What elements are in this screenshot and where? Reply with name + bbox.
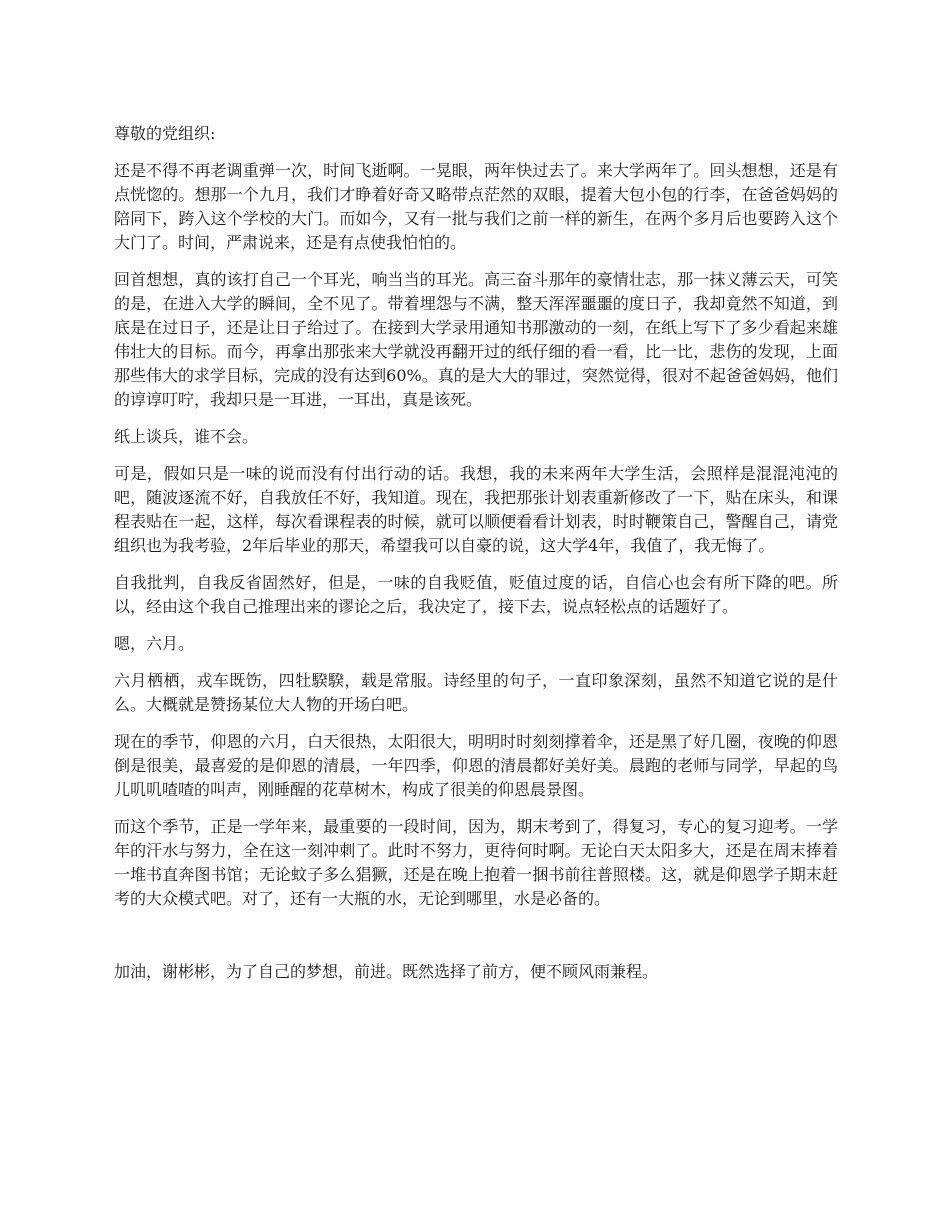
paragraph-1: 还是不得不再老调重弹一次，时间飞逝啊。一晃眼，两年快过去了。来大学两年了。回头想想，还是有点恍惚的。想那一个九月，我们才睁着好奇又略带点茫然的双眼，提着大包小包的行李，在爸爸妈妈的陪同下，跨入这个学校的大门。而如今，又有一批与我们之前一样的新生，在两个多月后也要跨入这个大门了。时间，严肃说来，还是有点使我怕怕的。 — [114, 161, 838, 252]
paragraph-9: 而这个季节，正是一学年来，最重要的一段时间，因为，期末考到了，得复习，专心的复习迎考。一学年的汗水与努力，全在这一刻冲刺了。此时不努力，更待何时啊。无论白天太阳多大，还是在周末捧着一堆书直奔图书馆；无论蚊子多么猖獗，还是在晚上抱着一捆书前往普照楼。这，就是仰恩学子期末赶考的大众模式吧。对了，还有一大瓶的水，无论到哪里，水是必备的。 — [114, 817, 838, 908]
paragraph-7: 六月栖栖，戎车既饬，四牡騤騤，载是常服。诗经里的句子，一直印象深刻，虽然不知道它说的是什么。大概就是赞扬某位大人物的开场白吧。 — [114, 671, 838, 714]
salutation: 尊敬的党组织: — [114, 124, 216, 143]
paragraph-3: 纸上谈兵，谁不会。 — [114, 427, 259, 446]
paragraph-6: 嗯，六月。 — [114, 634, 195, 653]
paragraph-2: 回首想想，真的该打自己一个耳光，响当当的耳光。高三奋斗那年的豪情壮志，那一抹义薄云天，可笑的是，在进入大学的瞬间，全不见了。带着埋怨与不满，整天浑浑噩噩的度日子，我却竟然不知道，到底是在过日子，还是让日子给过了。在接到大学录用通知书那激动的一刻，在纸上写下了多少看起来雄伟壮大的目标。而今，再拿出那张来大学就没再翻开过的纸仔细的看一看，比一比，悲伤的发现，上面那些伟大的求学目标，完成的没有达到60%。真的是大大的罪过，突然觉得，很对不起爸爸妈妈，他们的谆谆叮咛，我却只是一耳进，一耳出，真是该死。 — [114, 270, 838, 409]
document-page — [114, 122, 838, 997]
paragraph-5: 自我批判，自我反省固然好，但是，一味的自我贬值，贬值过度的话，自信心也会有所下降的吧。所以，经由这个我自己推理出来的谬论之后，我决定了，接下去，说点轻松点的话题好了。 — [114, 573, 838, 616]
paragraph-8: 现在的季节，仰恩的六月，白天很热，太阳很大，明明时时刻刻撑着伞，还是黑了好几圈，夜晚的仰恩倒是很美，最喜爱的是仰恩的清晨，一年四季，仰恩的清晨都好美好美。晨跑的老师与同学，早起的鸟儿叽叽喳喳的叫声，刚睡醒的花草树木，构成了很美的仰恩晨景图。 — [114, 732, 838, 799]
closing-line: 加油，谢彬彬，为了自己的梦想，前进。既然选择了前方，便不顾风雨兼程。 — [114, 962, 659, 981]
paragraph-4: 可是，假如只是一味的说而没有付出行动的话。我想，我的未来两年大学生活，会照样是混混沌沌的吧，随波逐流不好，自我放任不好，我知道。现在，我把那张计划表重新修改了一下，贴在床头，和课程表贴在一起，这样，每次看课程表的时候，就可以顺便看看计划表，时时鞭策自己，警醒自己，请党组织也为我考验，2年后毕业的那天，希望我可以自豪的说，这大学4年，我值了，我无悔了。 — [114, 464, 838, 555]
blank-line — [114, 924, 838, 960]
